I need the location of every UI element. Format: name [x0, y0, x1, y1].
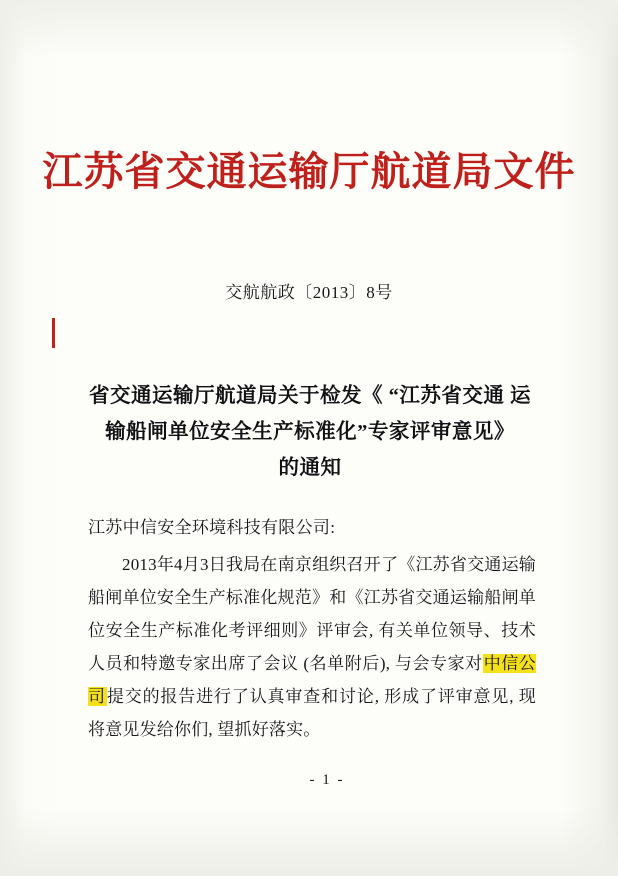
subject-line-1: 省交通运输厅航道局关于检发《 “江苏省交通 — [89, 385, 505, 407]
document-header-title: 江苏省交通运输厅航道局文件 — [42, 148, 576, 195]
body-text-after-highlight: 提交的报告进行了认真审查和讨论, 形成了评审意见, 现将意见发给你们, 望抓好落实。 — [88, 687, 536, 739]
red-margin-mark — [52, 318, 55, 348]
body-text-before-highlight: 2013年4月3日我局在南京组织召开了《江苏省交通运输船闸单位安全生产标准化规范》和《江苏省交通运输船闸单位安全生产标准化考评细则》评审会, 有关单位领导、技术人员和特邀专家出席了会议 (名单附后), 与会专家对 — [88, 555, 536, 673]
page-number-value: - 1 - — [309, 772, 345, 788]
salutation: 江苏中信安全环境科技有限公司: — [88, 518, 336, 537]
document-number: 交航航政〔2013〕8号 — [225, 283, 393, 302]
highlighted-text: 中信公司 — [88, 654, 536, 706]
page-number — [0, 772, 618, 789]
body-paragraph — [88, 548, 536, 746]
document-subject — [88, 378, 532, 486]
subject-line-3: 的通知 — [278, 457, 342, 479]
subject-line-2: 运输船闸单位安全生产标准化”专家评审意见》 — [105, 385, 531, 443]
